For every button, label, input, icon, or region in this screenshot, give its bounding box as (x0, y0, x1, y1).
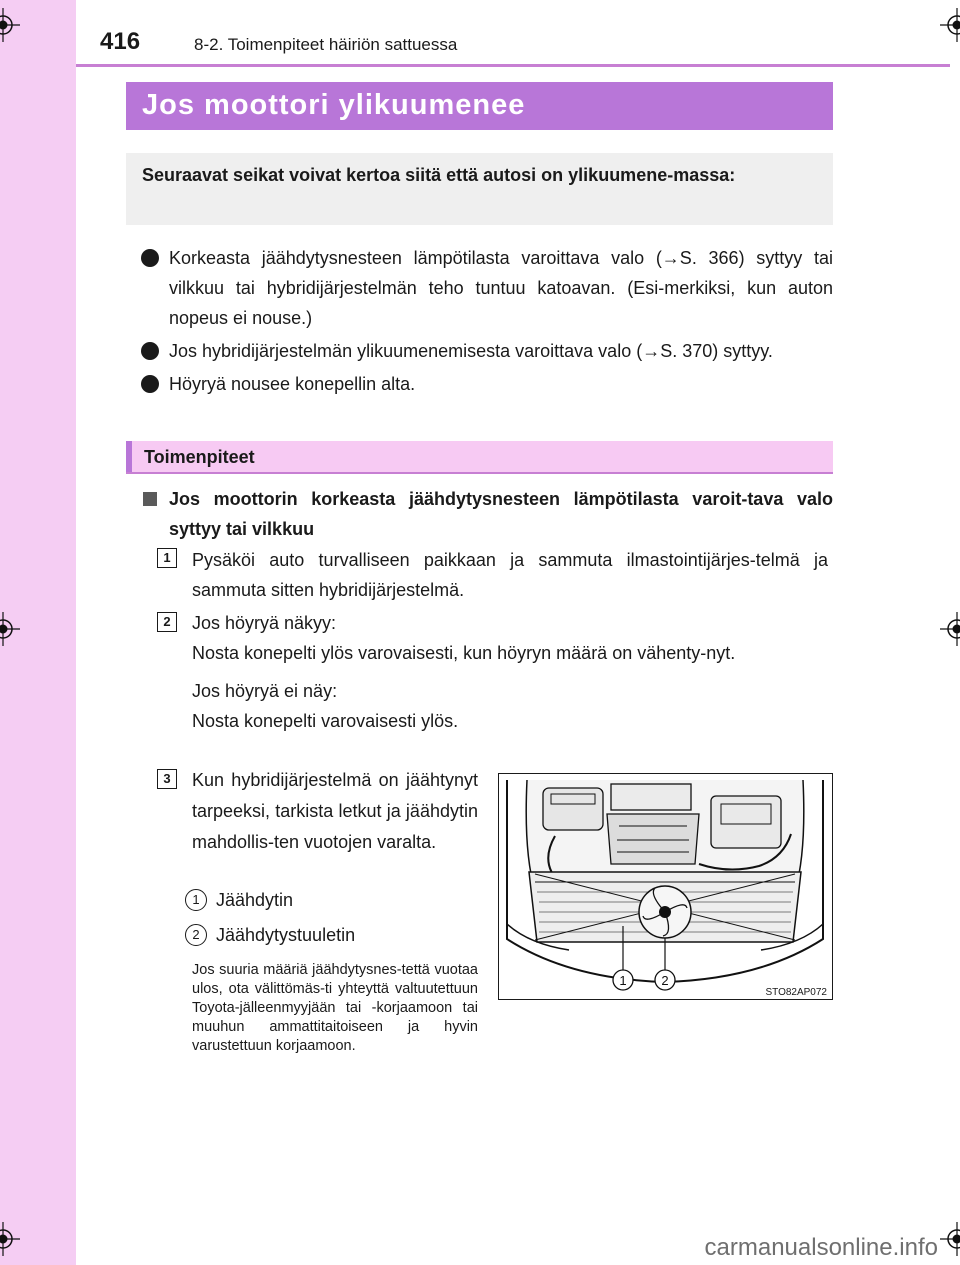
subheading (141, 484, 833, 544)
square-bullet-icon (143, 492, 157, 506)
step-number-badge: 2 (157, 612, 177, 632)
callout-number: 2 (185, 924, 207, 946)
registration-mark-icon (940, 8, 960, 42)
registration-mark-icon (0, 8, 20, 42)
subheading-text: Jos moottorin korkeasta jäähdytysnesteen lämpötilasta varoit-tava valo syttyy tai vilkkuu (169, 489, 833, 539)
intro-text: Seuraavat seikat voivat kertoa siitä että autosi on ylikuumene-massa: (142, 165, 736, 185)
list-item (141, 336, 833, 366)
list-item-text: Jos hybridijärjestelmän ylikuumenemisesta varoittava valo (→S. 370) syttyy. (169, 341, 773, 361)
engine-bay-illustration (498, 773, 833, 1000)
legend-label: Jäähdytystuuletin (216, 925, 356, 945)
header-rule (76, 64, 950, 67)
registration-mark-icon (940, 1222, 960, 1256)
warning-note: Jos suuria määriä jäähdytysnes-tettä vuotaa ulos, ota välittömäs-ti yhteyttä valtuutettuun Toyota-jälleenmyyjään tai -korjaamoon tai muuhun ammattitaitoiseen ja hyvin varustettuun korjaamoon. (192, 962, 478, 1054)
list-item (141, 369, 833, 399)
page-title: Jos moottori ylikuumenee (142, 89, 526, 121)
step-line: Jos höyryä näkyy: (192, 613, 337, 633)
step-text (192, 608, 828, 736)
registration-mark-icon (940, 612, 960, 646)
step-line: Nosta konepelti varovaisesti ylös. (192, 711, 459, 731)
bullet-icon (141, 249, 159, 267)
symptom-list (141, 243, 833, 402)
section-header: 8-2. Toimenpiteet häiriön sattuessa (194, 35, 458, 54)
figure-code: STO82AP072 (765, 987, 827, 998)
page-number: 416 (100, 28, 141, 55)
registration-mark-icon (0, 612, 20, 646)
bullet-icon (141, 342, 159, 360)
registration-mark-icon (0, 1222, 20, 1256)
step-line: Nosta konepelti ylös varovaisesti, kun höyryn määrä on vähenty-nyt. (192, 643, 736, 663)
list-item-text: Korkeasta jäähdytysnesteen lämpötilasta varoittava valo (→S. 366) syttyy tai vilkkuu tai hybridijärjestelmän teho tuntuu katoavan. (Esi-merkiksi, kun auton nopeus ei nouse.) (169, 248, 833, 328)
list-item-text: Höyryä nousee konepellin alta. (169, 374, 416, 394)
intro-box (126, 153, 833, 225)
section-title: Toimenpiteet (144, 447, 255, 467)
figure-callout: 1 (619, 973, 627, 988)
list-item (141, 243, 833, 333)
step-number-badge: 1 (157, 548, 177, 568)
step-text: Kun hybridijärjestelmä on jäähtynyt tarpeeksi, tarkista letkut ja jäähdytin mahdollis-ten vuotojen varalta. (192, 770, 478, 852)
step-number-badge: 3 (157, 769, 177, 789)
bullet-icon (141, 375, 159, 393)
section-bar (126, 441, 833, 474)
callout-number: 1 (185, 889, 207, 911)
title-banner (126, 82, 833, 130)
watermark: carmanualsonline.info (704, 1234, 938, 1261)
step-text: Pysäköi auto turvalliseen paikkaan ja sammuta ilmastointijärjes-telmä ja sammuta sitten hybridijärjestelmä. (192, 550, 828, 600)
legend-label: Jäähdytin (216, 890, 294, 910)
step-line: Jos höyryä ei näy: (192, 681, 338, 701)
figure-callout: 2 (661, 973, 669, 988)
